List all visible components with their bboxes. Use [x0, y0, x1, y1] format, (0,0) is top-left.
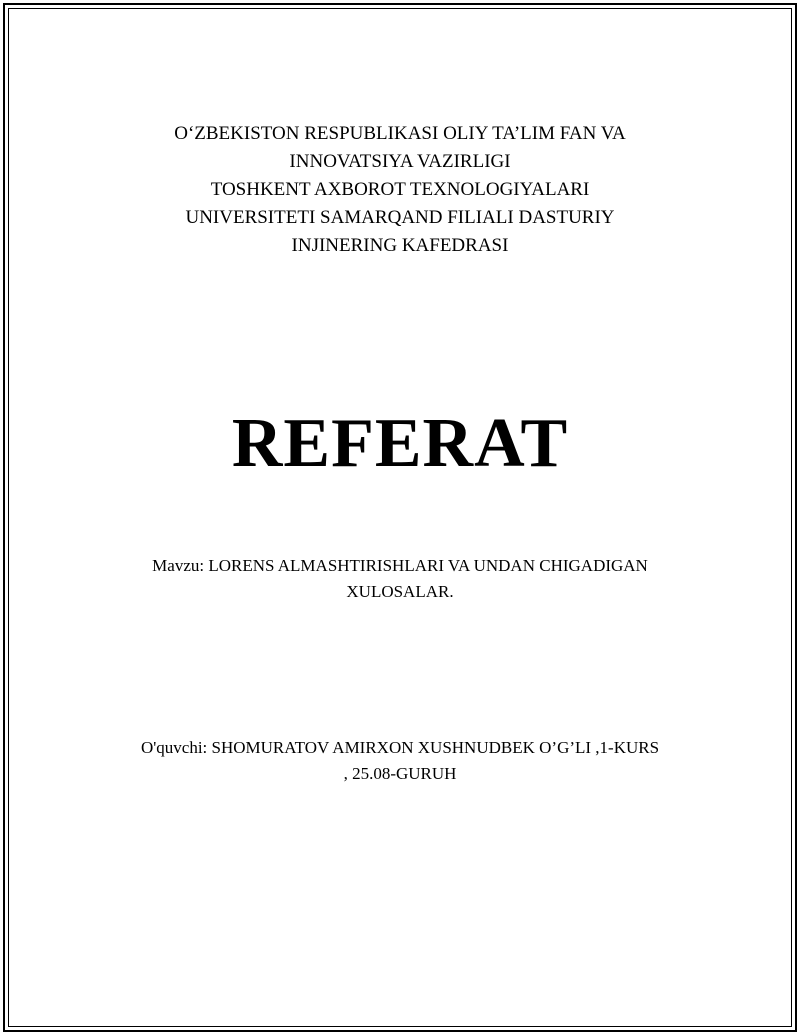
header-line-ministry: O‘ZBEKISTON RESPUBLIKASI OLIY TA’LIM FAN VA [174, 123, 626, 144]
header-line-branch: UNIVERSITETI SAMARQAND FILIALI DASTURIY [185, 207, 615, 228]
topic-block [0, 553, 800, 605]
student-line-1: O'quvchi: SHOMURATOV AMIRXON XUSHNUDBEK O’G’LI ,1-KURS [140, 738, 660, 757]
institution-header [0, 120, 800, 260]
student-block [0, 735, 800, 787]
topic-line-2: XULOSALAR. [346, 582, 454, 601]
topic-line-1: Mavzu: LORENS ALMASHTIRISHLARI VA UNDAN CHIGADIGAN [152, 556, 648, 575]
header-line-ministry-cont: INNOVATSIYA VAZIRLIGI [289, 151, 511, 172]
header-line-department: INJINERING KAFEDRASI [291, 235, 509, 256]
header-line-university: TOSHKENT AXBOROT TEXNOLOGIYALARI [210, 179, 590, 200]
student-line-2: , 25.08-GURUH [343, 764, 457, 783]
document-title: REFERAT [231, 405, 569, 482]
